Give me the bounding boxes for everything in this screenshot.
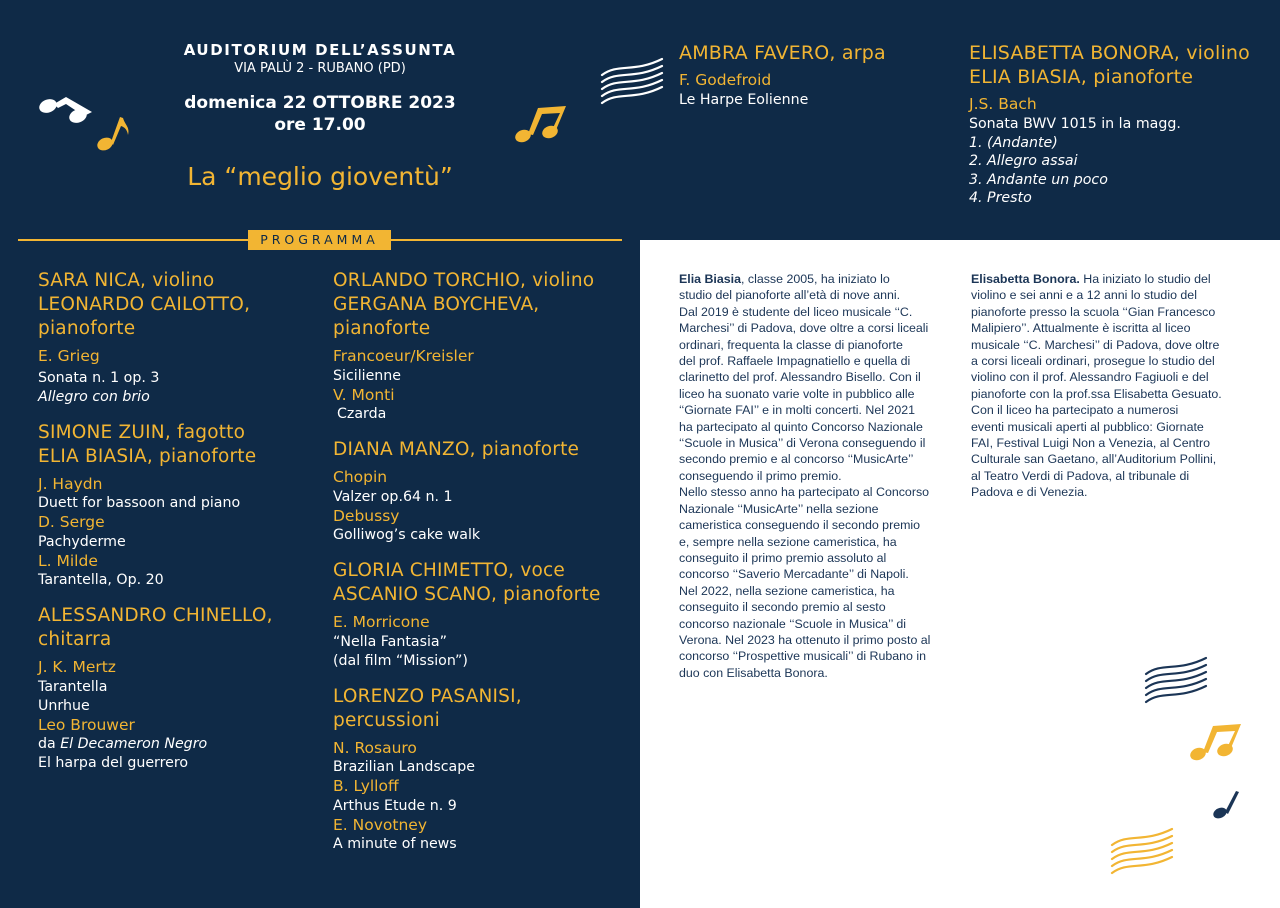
bio-line: Con il liceo ha partecipato a numerosi xyxy=(971,403,1179,418)
bio-line: violino con il prof. Alessandro Fagiuoli e del xyxy=(971,370,1209,385)
bonora-bio xyxy=(971,271,1261,501)
bio-body xyxy=(679,287,959,681)
bio-name: Elia Biasia xyxy=(679,272,741,286)
bio-line: Verona. Nel 2023 ha ottenuto il primo posto al xyxy=(679,632,931,647)
eighth-notes-icon xyxy=(36,94,98,128)
bio-line: FAI, Festival Luigi Non a Venezia, al Centro xyxy=(971,436,1210,451)
bio-line: studio del pianoforte all’età di nove anni. xyxy=(679,288,901,303)
performer-name: GLORIA CHIMETTO, voce xyxy=(333,560,565,581)
piece-title: Golliwog’s cake walk xyxy=(333,527,481,543)
bio-line: ‘‘Giornate FAI’’ e in molti concerti. Nel 2021 xyxy=(679,403,915,418)
piece-title: A minute of news xyxy=(333,836,457,852)
composer-name: J. K. Mertz xyxy=(38,658,116,676)
bio-line: eventi musicali aperti al pubblico: Giornate xyxy=(971,419,1204,434)
performer-name: ASCANIO SCANO, pianoforte xyxy=(333,584,601,605)
piece-title: Sonata BWV 1015 in la magg. xyxy=(969,115,1181,132)
composer-name: V. Monti xyxy=(333,385,395,404)
composer-name: Francoeur/Kreisler xyxy=(333,347,474,365)
piece-title: Sonata n. 1 op. 3 xyxy=(38,369,160,386)
bio-line: ordinari, frequenta la classe di pianoforte xyxy=(679,337,903,352)
bio-line: liceo ha suonato varie volte in pubblico alle xyxy=(679,386,915,401)
composer-name: D. Serge xyxy=(38,513,105,531)
performer-name: ALESSANDRO CHINELLO, xyxy=(38,605,273,626)
bio-line: Nazionale ‘‘MusicArte’’ nella sezione xyxy=(679,501,879,516)
piece-title xyxy=(38,735,318,754)
piece-title: Czarda xyxy=(337,406,387,422)
bonora-biasia-entry xyxy=(969,41,1269,208)
bio-line: clarinetto del prof. Alessandro Bisello. Con il xyxy=(679,370,921,385)
bio-line: e, sempre nella sezione cameristica, ha xyxy=(679,534,897,549)
bio-line: cameristica conseguendo il secondo premio xyxy=(679,518,921,533)
bio-line: a corsi liceali ordinari, prosegue lo studio del xyxy=(971,354,1215,369)
composer-name: J. Haydn xyxy=(38,474,103,493)
bio-name: Elisabetta Bonora. xyxy=(971,272,1080,286)
performer-name: ELIA BIASIA, pianoforte xyxy=(969,66,1194,88)
composer-name: E. Grieg xyxy=(38,347,100,365)
concert-title: La “meglio gioventù” xyxy=(187,162,453,191)
performer-name: LEONARDO CAILOTTO, xyxy=(38,294,251,315)
performer-name: LORENZO PASANISI, xyxy=(333,685,522,707)
header xyxy=(150,40,490,136)
composer-name: F. Godefroid xyxy=(679,71,772,89)
program-column-1 xyxy=(38,269,318,787)
performer-name: ELIA BIASIA, pianoforte xyxy=(38,445,257,467)
piece-title: Arthus Etude n. 9 xyxy=(333,797,457,814)
piece-prefix: da xyxy=(38,736,61,752)
performer-instrument: percussioni xyxy=(333,709,441,731)
program-entry xyxy=(38,421,318,591)
beamed-notes-icon xyxy=(1187,722,1243,762)
bio-line: Culturale san Gaetano, all’Auditorium Pollini, xyxy=(971,452,1217,467)
piece-title: Tarantella, Op. 20 xyxy=(38,572,164,588)
performer-name: SARA NICA, violino xyxy=(38,270,215,291)
piece-title: (dal film “Mission”) xyxy=(333,652,468,669)
piece-title: Valzer op.64 n. 1 xyxy=(333,488,453,505)
piece-title: Duett for bassoon and piano xyxy=(38,495,241,511)
piece-title: “Nella Fantasia” xyxy=(333,633,447,650)
movement: Allegro con brio xyxy=(38,388,150,405)
bio-text: Ha iniziato lo studio del xyxy=(1079,272,1211,286)
venue-name: AUDITORIUM DELL’ASSUNTA xyxy=(183,41,457,59)
performer-name: ELISABETTA BONORA, violino xyxy=(969,42,1250,64)
performer-name: GERGANA BOYCHEVA, xyxy=(333,294,540,315)
performer-instrument: pianoforte xyxy=(38,318,136,339)
bio-line: del prof. Raffaele Impagnatiello e quella di xyxy=(679,354,911,369)
performer-instrument: chitarra xyxy=(38,629,112,650)
piece-title: Sicilienne xyxy=(333,367,402,384)
staff-waves-icon xyxy=(1142,654,1212,706)
bio-line: Marchesi’’ di Padova, dove oltre a corsi liceali xyxy=(679,321,929,336)
performer-instrument: pianoforte xyxy=(333,318,431,339)
program-entry xyxy=(333,269,623,424)
movement: 1. (Andante) xyxy=(969,134,1058,151)
performer-name: ORLANDO TORCHIO, violino xyxy=(333,270,595,291)
bio-line xyxy=(971,271,1261,287)
favero-entry xyxy=(679,41,949,110)
performer-name: SIMONE ZUIN, fagotto xyxy=(38,421,246,443)
composer-name: E. Morricone xyxy=(333,613,430,631)
movement: 3. Andante un poco xyxy=(969,171,1108,188)
beamed-notes-icon xyxy=(512,104,568,144)
program-entry xyxy=(38,269,318,407)
bio-line: concorso ‘‘Prospettive musicali’’ di Rubano in xyxy=(679,649,927,664)
biasia-bio xyxy=(679,271,959,681)
composer-name: Leo Brouwer xyxy=(38,715,135,734)
bio-line: pianoforte presso la scuola ‘‘Gian Francesco xyxy=(971,304,1216,319)
composer-name: J.S. Bach xyxy=(969,95,1037,113)
performer-name: DIANA MANZO, pianoforte xyxy=(333,439,580,460)
piece-title: Pachyderme xyxy=(38,533,126,550)
bio-line: al Teatro Verdi di Padova, al tribunale di xyxy=(971,468,1190,483)
movement: 2. Allegro assai xyxy=(969,153,1078,169)
staff-waves-icon xyxy=(598,55,668,107)
work-title: El Decameron Negro xyxy=(60,736,208,752)
eighth-note-icon xyxy=(94,115,132,153)
bio-line: Padova e di Venezia. xyxy=(971,485,1088,500)
composer-name: E. Novotney xyxy=(333,815,427,834)
bio-body xyxy=(971,287,1261,500)
bio-line: conseguito il secondo premio al sesto xyxy=(679,600,886,615)
composer-name: Debussy xyxy=(333,506,400,525)
composer-name: L. Milde xyxy=(38,551,98,570)
bio-text: , classe 2005, ha iniziato lo xyxy=(741,272,890,286)
piece-title: Tarantella xyxy=(38,678,108,695)
bio-line: conseguendo il primo premio. xyxy=(679,468,842,483)
bio-line: Dal 2019 è studente del liceo musicale ‘‘C. xyxy=(679,304,913,319)
bio-line: pianoforte con la prof.ssa Elisabetta Gesuato. xyxy=(971,386,1222,401)
composer-name: N. Rosauro xyxy=(333,738,417,757)
movement: 4. Presto xyxy=(969,190,1032,206)
venue-address: VIA PALÙ 2 - RUBANO (PD) xyxy=(234,61,406,76)
composer-name: Chopin xyxy=(333,468,388,486)
bio-line xyxy=(679,271,959,287)
programma-label: PROGRAMMA xyxy=(248,230,391,250)
bio-line: Nel 2022, nella sezione cameristica, ha xyxy=(679,583,895,598)
bio-line: secondo premio e al concorso ‘‘MusicArte’’ xyxy=(679,452,914,467)
piece-title: Le Harpe Eolienne xyxy=(679,91,809,108)
bio-line: conseguito il primo premio assoluto al xyxy=(679,550,887,565)
program-entry xyxy=(333,559,623,671)
bio-line: duo con Elisabetta Bonora. xyxy=(679,665,828,680)
bio-line: Nello stesso anno ha partecipato al Concorso xyxy=(679,485,930,500)
program-entry xyxy=(38,604,318,773)
quarter-note-icon xyxy=(1210,789,1244,821)
piece-title: El harpa del guerrero xyxy=(38,755,189,771)
bio-line: concorso ‘‘Saverio Mercadante’’ di Napoli. xyxy=(679,567,909,582)
piece-title: Brazilian Landscape xyxy=(333,759,475,775)
bio-line: ha partecipato al quinto Concorso Nazionale xyxy=(679,419,923,434)
staff-waves-icon xyxy=(1108,825,1178,877)
program-entry xyxy=(333,685,623,855)
piece-title: Unrhue xyxy=(38,697,90,714)
bio-line: concorso nazionale ‘‘Scuole in Musica’’ di xyxy=(679,616,907,631)
performer-name: AMBRA FAVERO, arpa xyxy=(679,42,886,64)
bio-line: Malipiero’’. Attualmente è iscritta al liceo xyxy=(971,321,1191,336)
bio-line: musicale ‘‘C. Marchesi’’ di Padova, dove oltre xyxy=(971,337,1220,352)
program-column-2 xyxy=(333,269,623,868)
bio-line: ‘‘Scuole in Musica’’ di Verona conseguendo il xyxy=(679,436,926,451)
composer-name: B. Lylloff xyxy=(333,777,399,795)
concert-date: domenica 22 OTTOBRE 2023 xyxy=(184,93,456,113)
concert-time: ore 17.00 xyxy=(274,115,366,135)
bio-line: violino e sei anni e a 12 anni lo studio del xyxy=(971,288,1197,303)
program-entry xyxy=(333,438,623,545)
